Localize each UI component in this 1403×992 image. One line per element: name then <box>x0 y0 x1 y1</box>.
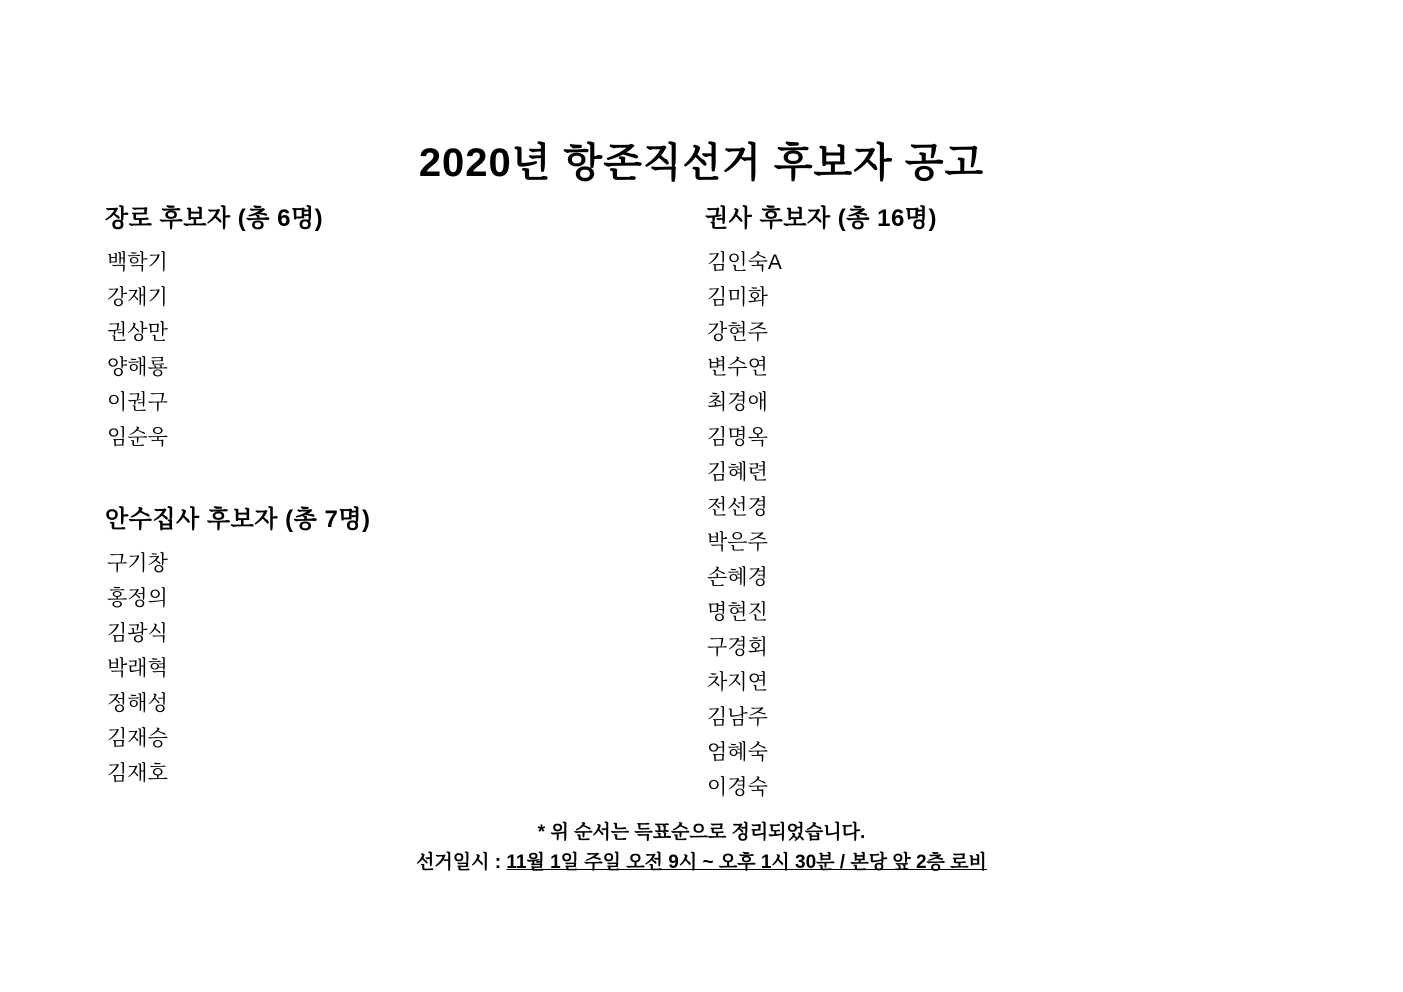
list-item: 권상만 <box>107 321 168 344</box>
section-heading-gwonsa: 권사 후보자 (총 16명) <box>705 205 937 232</box>
document-footer <box>0 818 1403 878</box>
list-item: 전선경 <box>707 496 768 519</box>
section-heading-elder: 장로 후보자 (총 6명) <box>105 205 324 232</box>
list-item: 김재호 <box>107 762 168 785</box>
footer-note: * 위 순서는 득표순으로 정리되었습니다. <box>537 822 866 843</box>
footer-date-label: 선거일시 : <box>416 852 507 873</box>
list-item: 김혜련 <box>707 461 768 484</box>
left-column <box>105 198 625 835</box>
list-item: 차지연 <box>707 671 768 694</box>
list-item: 정해성 <box>107 692 168 715</box>
list-item: 손혜경 <box>707 566 768 589</box>
page-title: 2020년 항존직선거 후보자 공고 <box>418 140 985 185</box>
footer-date <box>0 848 1403 878</box>
footer-date-value: 11월 1일 주일 오전 9시 ~ 오후 1시 30분 / 본당 앞 2층 로비 <box>506 852 987 873</box>
list-item: 변수연 <box>707 356 768 379</box>
list-item: 백학기 <box>107 251 168 274</box>
section-heading-ordained-deacon: 안수집사 후보자 (총 7명) <box>105 506 371 533</box>
section-ordained-deacon <box>105 499 625 791</box>
list-item: 양해룡 <box>107 356 168 379</box>
list-item: 이권구 <box>107 391 168 414</box>
list-item: 김재승 <box>107 727 168 750</box>
candidate-list-gwonsa <box>705 245 1145 805</box>
list-item: 엄혜숙 <box>707 741 768 764</box>
list-item: 최경애 <box>707 391 768 414</box>
list-item: 임순욱 <box>107 426 168 449</box>
list-item: 김미화 <box>707 286 768 309</box>
list-item: 김인숙A <box>707 251 782 274</box>
list-item: 홍정의 <box>107 587 168 610</box>
list-item: 김광식 <box>107 622 168 645</box>
list-item: 강현주 <box>707 321 768 344</box>
candidate-list-ordained-deacon <box>105 546 625 791</box>
list-item: 이경숙 <box>707 776 768 799</box>
section-gwonsa <box>705 198 1145 805</box>
list-item: 김남주 <box>707 706 768 729</box>
candidate-list-elder <box>105 245 625 455</box>
list-item: 박은주 <box>707 531 768 554</box>
right-column <box>705 198 1145 849</box>
list-item: 명현진 <box>707 601 768 624</box>
list-item: 구경회 <box>707 636 768 659</box>
list-item: 박래혁 <box>107 657 168 680</box>
list-item: 강재기 <box>107 286 168 309</box>
section-elder <box>105 198 625 455</box>
list-item: 구기창 <box>107 552 168 575</box>
list-item: 김명옥 <box>707 426 768 449</box>
